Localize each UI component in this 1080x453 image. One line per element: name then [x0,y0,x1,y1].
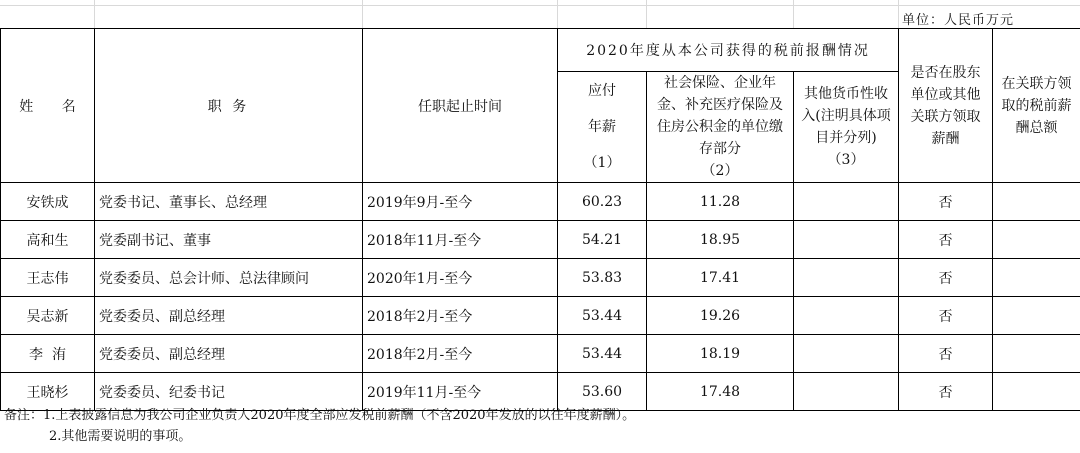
note-line-2: 2.其他需要说明的事项。 [49,429,192,444]
cell-related [993,373,1080,411]
cell-shareholder: 否 [899,335,993,373]
cell-shareholder: 否 [899,259,993,297]
header-row [1,29,1080,72]
header-payable: 应付 年薪 （1） [558,72,647,183]
cell-position: 党委书记、董事长、总经理 [95,183,363,221]
cell-term: 2018年2月-至今 [363,335,558,373]
header-compensation-group: 2020年度从本公司获得的税前报酬情况 [558,29,899,72]
grid-line [646,0,647,28]
cell-related [993,183,1080,221]
header-social: 社会保险、企业年金、补充医疗保险及住房公积金的单位缴存部分 （2） [647,72,794,183]
cell-position: 党委委员、副总经理 [95,297,363,335]
cell-social: 17.41 [647,259,794,297]
cell-related [993,297,1080,335]
cell-other [794,335,899,373]
cell-shareholder: 否 [899,297,993,335]
cell-name: 王志伟 [1,259,95,297]
cell-position: 党委委员、纪委书记 [95,373,363,411]
cell-social: 18.19 [647,335,794,373]
header-term: 任职起止时间 [363,29,558,183]
grid-line [362,0,363,28]
cell-related [993,221,1080,259]
cell-term: 2018年11月-至今 [363,221,558,259]
cell-shareholder: 否 [899,373,993,411]
header-name: 姓 名 [1,29,95,183]
cell-social: 18.95 [647,221,794,259]
grid-line [898,0,899,28]
cell-payable: 53.44 [558,297,647,335]
cell-name: 高和生 [1,221,95,259]
cell-shareholder: 否 [899,183,993,221]
table-notes [4,405,635,447]
cell-other [794,373,899,411]
grid-line [793,0,794,28]
grid-line [557,0,558,28]
cell-term: 2019年9月-至今 [363,183,558,221]
cell-term: 2020年1月-至今 [363,259,558,297]
cell-name: 王晓杉 [1,373,95,411]
cell-position: 党委委员、副总经理 [95,335,363,373]
cell-term: 2019年11月-至今 [363,373,558,411]
cell-related [993,335,1080,373]
cell-payable: 53.44 [558,335,647,373]
table-row [1,221,1080,259]
cell-social: 17.48 [647,373,794,411]
cell-payable: 54.21 [558,221,647,259]
table-row [1,297,1080,335]
cell-other [794,259,899,297]
header-related: 在关联方领取的税前薪酬总额 [993,29,1080,183]
cell-shareholder: 否 [899,221,993,259]
cell-other [794,183,899,221]
cell-term: 2018年2月-至今 [363,297,558,335]
compensation-table [0,28,1080,411]
cell-payable: 53.83 [558,259,647,297]
unit-label: 单位：人民币万元 [902,13,1015,28]
cell-other [794,221,899,259]
cell-position: 党委副书记、董事 [95,221,363,259]
cell-other [794,297,899,335]
grid-line [0,5,1080,6]
table-row [1,335,1080,373]
cell-payable: 53.60 [558,373,647,411]
note-line-1: 备注：1.上表披露信息为我公司企业负责人2020年度全部应发税前薪酬（不含2020年发放的以往年度薪酬）。 [4,408,636,423]
grid-line [94,0,95,28]
table-row [1,183,1080,221]
cell-name: 吴志新 [1,297,95,335]
cell-name: 李 洧 [1,335,95,373]
header-shareholder: 是否在股东单位或其他关联方领取薪酬 [899,29,993,183]
cell-position: 党委委员、总会计师、总法律顾问 [95,259,363,297]
cell-social: 19.26 [647,297,794,335]
cell-payable: 60.23 [558,183,647,221]
table-row [1,259,1080,297]
cell-name: 安铁成 [1,183,95,221]
cell-social: 11.28 [647,183,794,221]
header-position: 职 务 [95,29,363,183]
header-other: 其他货币性收入(注明具体项目并分列) （3） [794,72,899,183]
cell-related [993,259,1080,297]
